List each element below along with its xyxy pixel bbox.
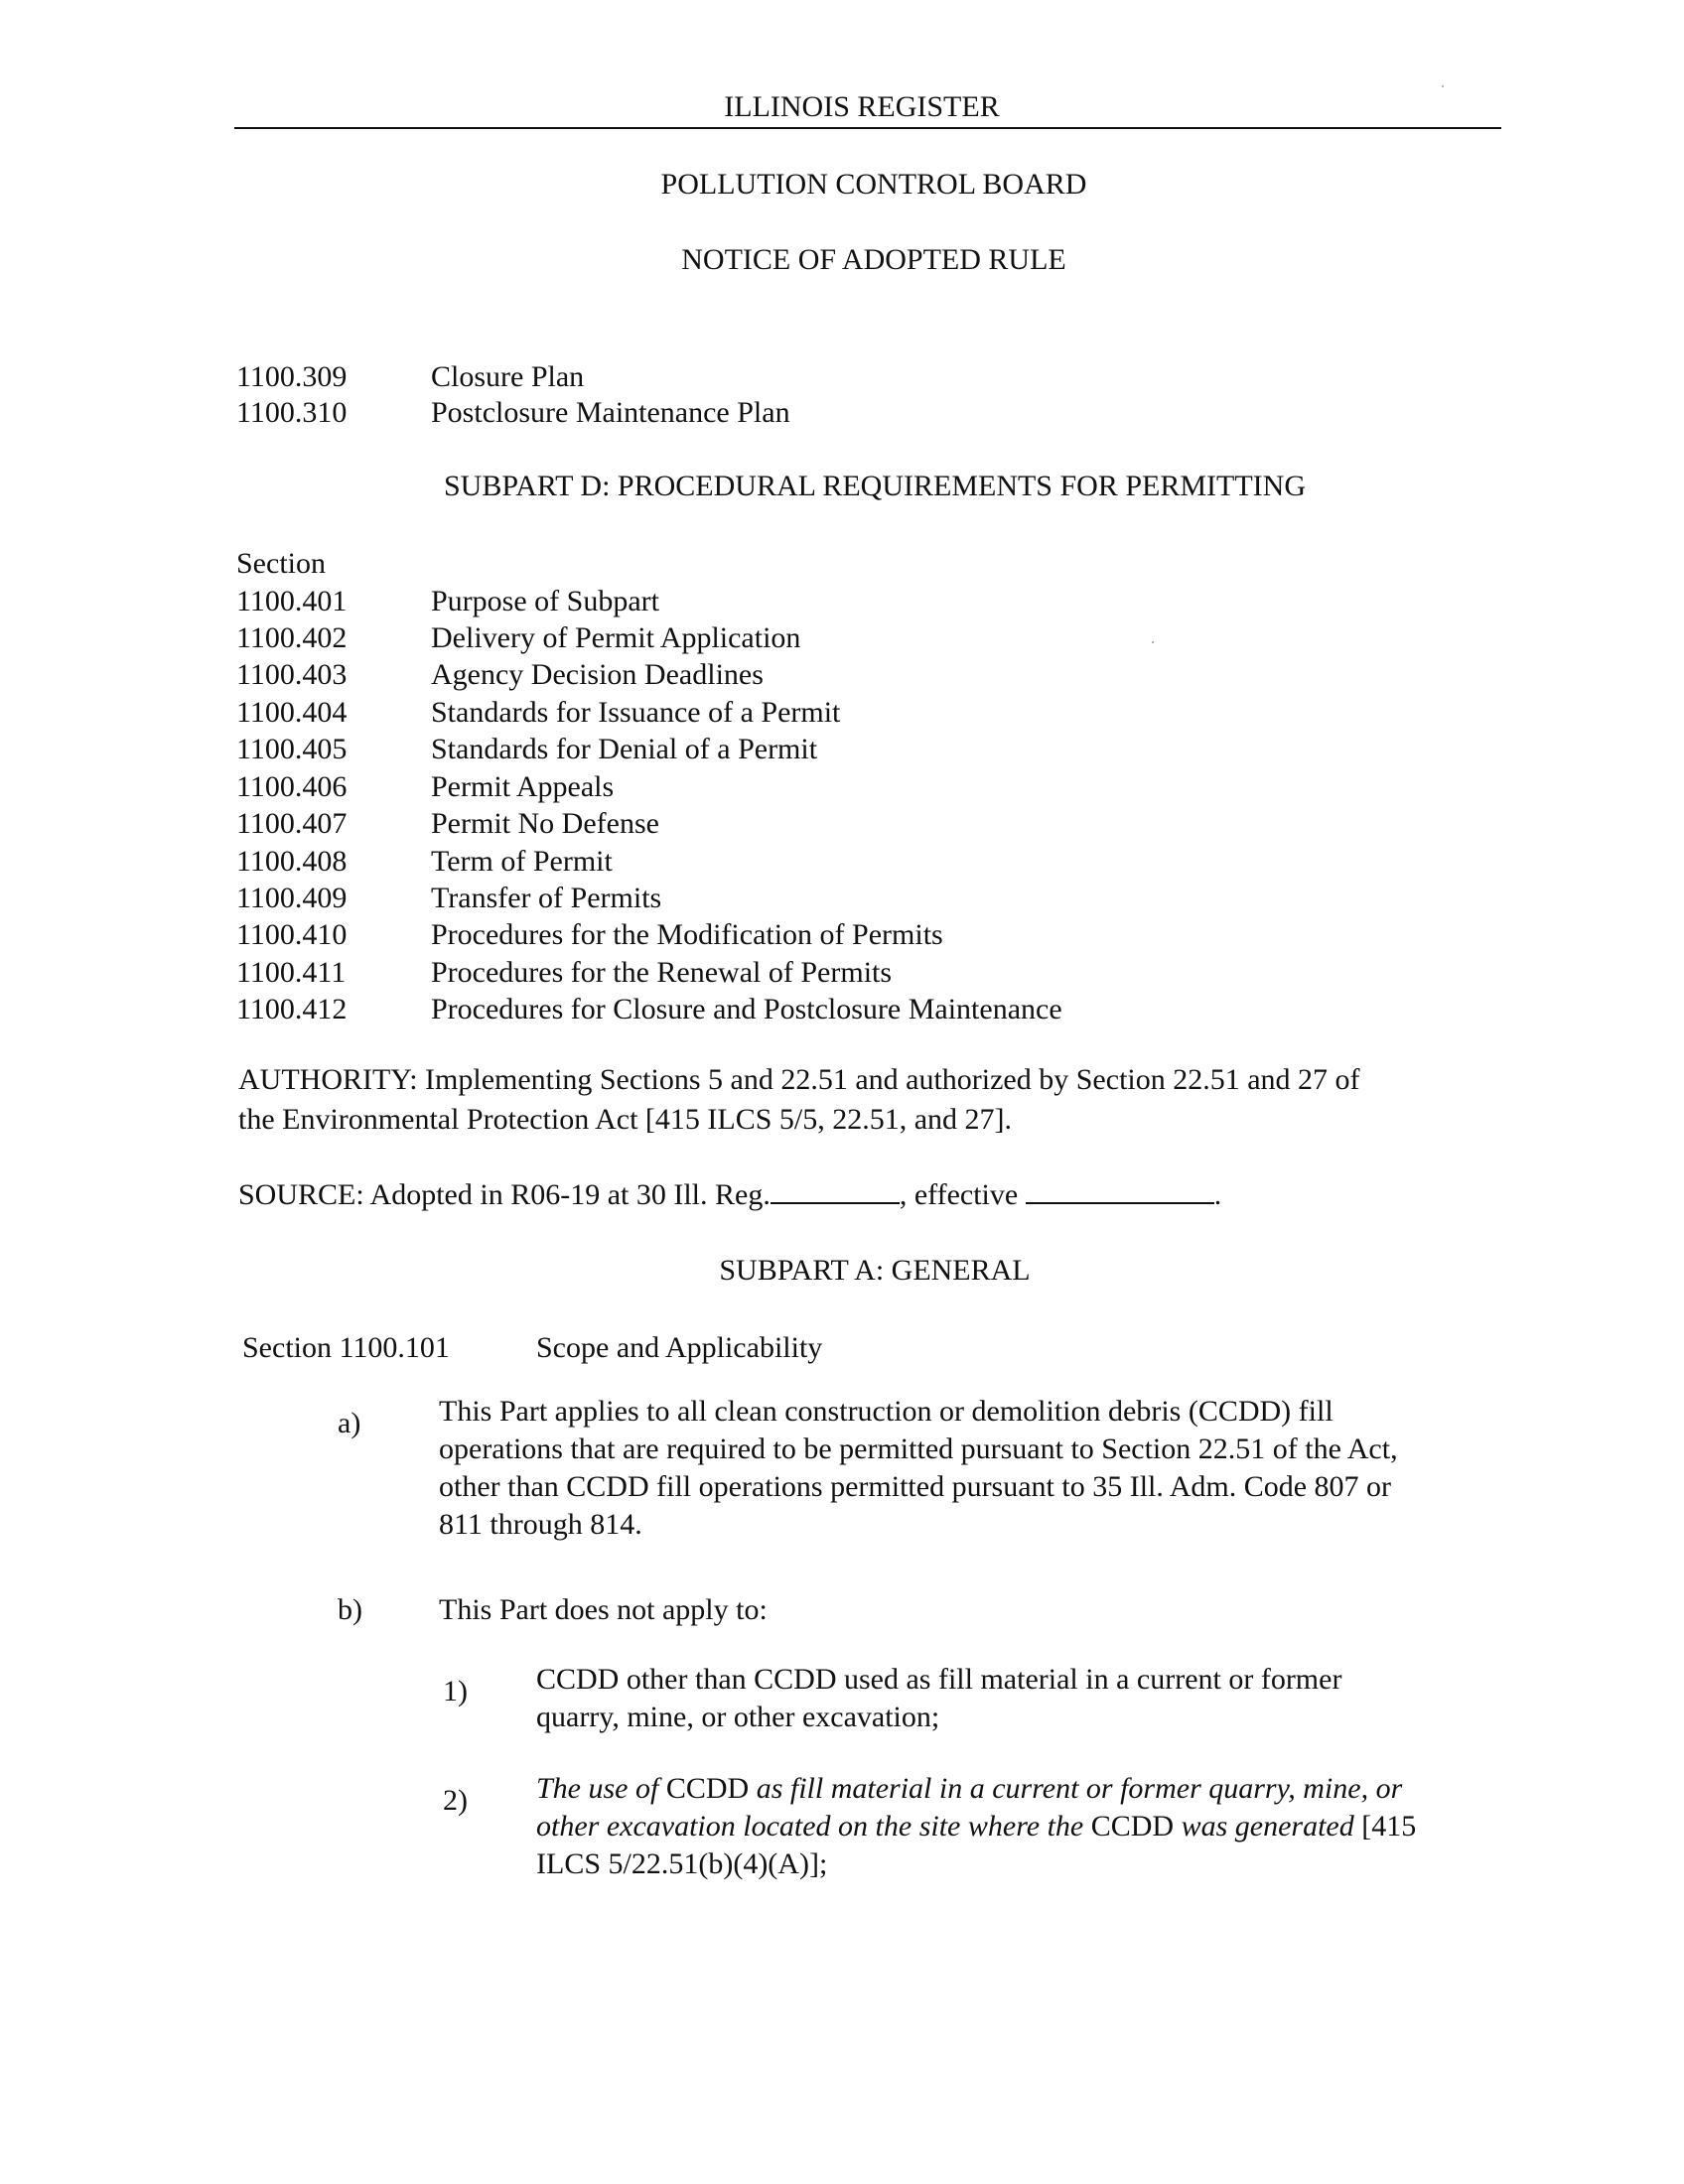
toc-title: Agency Decision Deadlines xyxy=(431,658,764,691)
toc-number: 1100.402 xyxy=(236,621,348,654)
subparagraph-line xyxy=(536,1809,1416,1844)
notice-title: NOTICE OF ADOPTED RULE xyxy=(681,243,1066,276)
toc-title: Term of Permit xyxy=(431,845,613,878)
toc-number: 1100.411 xyxy=(236,956,347,989)
section-column-label: Section xyxy=(236,547,326,580)
toc-title: Transfer of Permits xyxy=(431,882,662,914)
header-rule xyxy=(234,127,1501,129)
toc-title: Standards for Denial of a Permit xyxy=(431,733,818,765)
toc-title: Procedures for the Modification of Permits xyxy=(431,918,943,951)
source-note xyxy=(238,1177,1221,1213)
board-title: POLLUTION CONTROL BOARD xyxy=(660,168,1087,201)
source-suffix: . xyxy=(1213,1178,1222,1211)
subparagraph-line: ILCS 5/22.51(b)(4)(A)]; xyxy=(536,1847,828,1880)
section-number: Section 1100.101 xyxy=(242,1331,450,1364)
paragraph-label: b) xyxy=(338,1593,362,1626)
toc-title: Procedures for the Renewal of Permits xyxy=(431,956,893,989)
toc-number: 1100.401 xyxy=(236,585,348,617)
toc-number: 1100.403 xyxy=(236,658,348,691)
toc-number: 1100.310 xyxy=(236,396,348,429)
subpart-d-heading: SUBPART D: PROCEDURAL REQUIREMENTS FOR PERMITTING xyxy=(443,470,1307,502)
toc-title: Permit Appeals xyxy=(431,770,615,803)
toc-number: 1100.407 xyxy=(236,807,348,840)
authority-note: AUTHORITY: Implementing Sections 5 and 22.51 and authorized by Section 22.51 and 27 of xyxy=(238,1063,1360,1096)
register-page-blank xyxy=(771,1178,900,1204)
statutory-text: other excavation located on the site where the xyxy=(536,1810,1091,1843)
toc-number: 1100.410 xyxy=(236,918,348,951)
toc-number: 1100.404 xyxy=(236,696,348,729)
scan-speck xyxy=(1442,85,1444,87)
paragraph-line: This Part does not apply to: xyxy=(439,1593,768,1626)
paragraph-label: a) xyxy=(338,1407,361,1439)
register-title: ILLINOIS REGISTER xyxy=(724,90,1000,123)
subparagraph-line: CCDD other than CCDD used as fill material in a current or former xyxy=(536,1663,1342,1696)
toc-number: 1100.408 xyxy=(236,845,348,878)
paragraph-line: other than CCDD fill operations permitted pursuant to 35 Ill. Adm. Code 807 or xyxy=(439,1470,1392,1503)
subpart-a-heading: SUBPART A: GENERAL xyxy=(719,1254,1031,1287)
toc-title: Standards for Issuance of a Permit xyxy=(431,696,841,729)
source-effective: , effective xyxy=(899,1178,1026,1211)
toc-title: Purpose of Subpart xyxy=(431,585,659,617)
defined-term: CCDD xyxy=(1090,1810,1175,1843)
defined-term: CCDD xyxy=(665,1772,750,1805)
scan-speck xyxy=(1152,641,1154,643)
paragraph-line: operations that are required to be permitted pursuant to Section 22.51 of the Act, xyxy=(439,1433,1398,1465)
paragraph-line: 811 through 814. xyxy=(439,1508,642,1541)
toc-number: 1100.412 xyxy=(236,993,348,1025)
statutory-text: as fill material in a current or former quarry, mine, or xyxy=(749,1772,1403,1805)
citation: [415 xyxy=(1353,1810,1417,1843)
statutory-text: The use of xyxy=(536,1772,666,1805)
statutory-text: was generated xyxy=(1174,1810,1354,1843)
toc-title: Permit No Defense xyxy=(431,807,659,840)
toc-number: 1100.406 xyxy=(236,770,348,803)
subparagraph-label: 2) xyxy=(443,1784,468,1817)
section-title: Scope and Applicability xyxy=(536,1331,823,1364)
effective-date-blank xyxy=(1026,1178,1214,1204)
toc-number: 1100.309 xyxy=(236,360,348,393)
toc-title: Procedures for Closure and Postclosure Maintenance xyxy=(431,993,1062,1025)
toc-number: 1100.409 xyxy=(236,882,348,914)
subparagraph-line: quarry, mine, or other excavation; xyxy=(536,1701,940,1733)
toc-number: 1100.405 xyxy=(236,733,348,765)
toc-title: Delivery of Permit Application xyxy=(431,621,801,654)
authority-note-continued: the Environmental Protection Act [415 ILCS 5/5, 22.51, and 27]. xyxy=(238,1103,1013,1136)
subparagraph-line xyxy=(536,1771,1402,1807)
toc-title: Postclosure Maintenance Plan xyxy=(431,396,790,429)
subparagraph-label: 1) xyxy=(443,1675,468,1707)
toc-title: Closure Plan xyxy=(431,360,585,393)
source-prefix: SOURCE: Adopted in R06-19 at 30 Ill. Reg. xyxy=(238,1178,771,1211)
paragraph-line: This Part applies to all clean construction or demolition debris (CCDD) fill xyxy=(439,1395,1333,1428)
